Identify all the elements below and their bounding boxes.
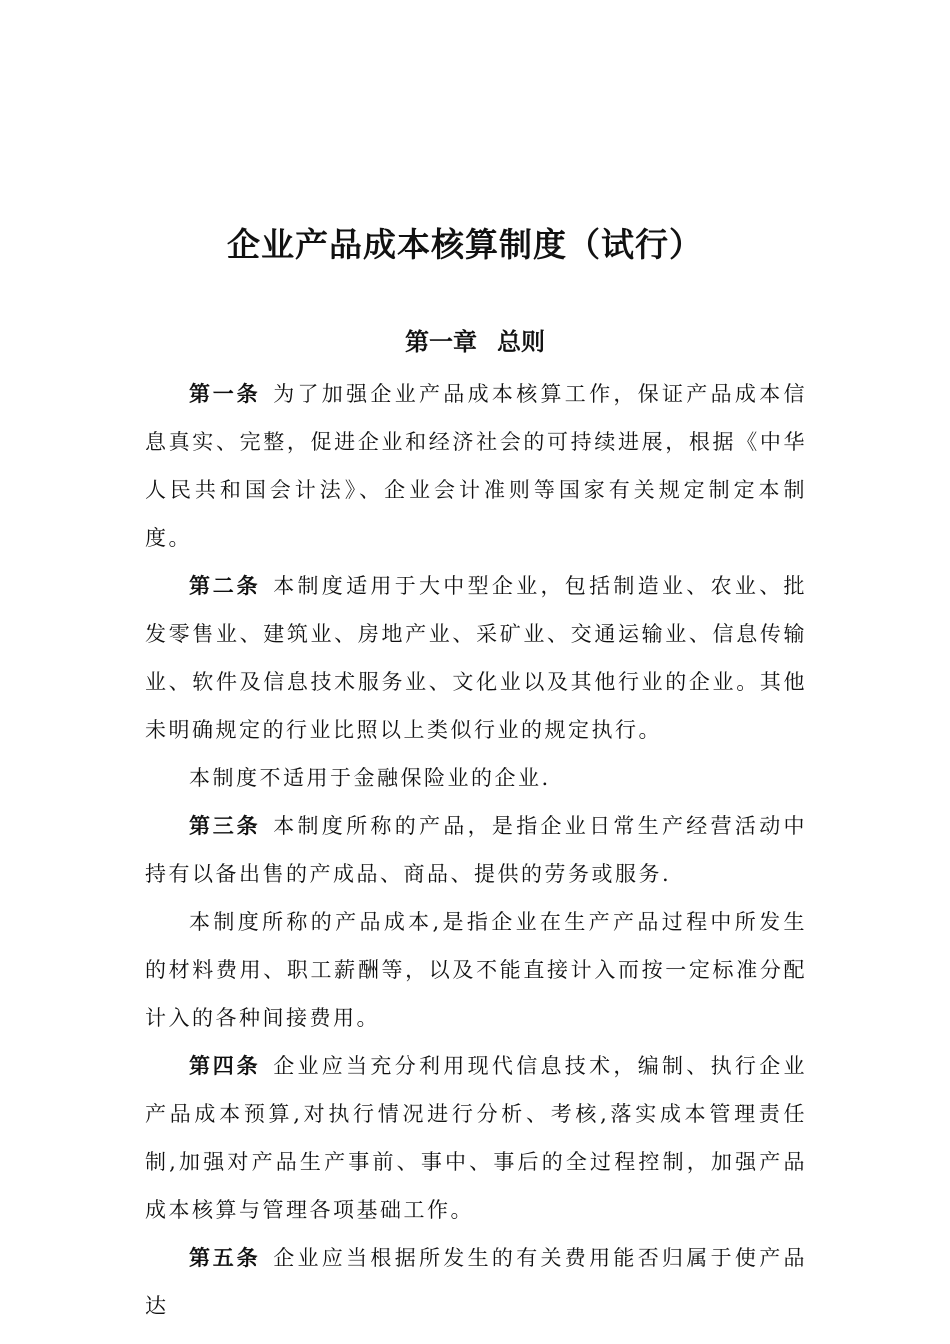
paragraph-text: 本制度适用于大中型企业，包括制造业、农业、批发零售业、建筑业、房地产业、采矿业、交通运输业、信息传输业、软件及信息技术服务业、文化业以及其他行业的企业。其他未明确规定的行业比照以上类似行业的规定执行。: [145, 574, 808, 742]
article-number: 第四条: [189, 1053, 261, 1078]
paragraph-article-2: [145, 562, 807, 754]
document-title: 企业产品成本核算制度（试行）: [227, 225, 703, 264]
paragraph-text: 为了加强企业产品成本核算工作，保证产品成本信息真实、完整，促进企业和经济社会的可持续进展，根据《中华人民共和国会计法》、企业会计准则等国家有关规定制定本制度。: [145, 382, 808, 550]
paragraph-text: 本制度所称的产品，是指企业日常生产经营活动中持有以备出售的产成品、商品、提供的劳务或服务.: [145, 814, 808, 886]
document-body: [145, 370, 807, 1330]
paragraph-article-3-cost: [145, 898, 807, 1042]
paragraph-article-5: [145, 1234, 807, 1330]
paragraph-text: 本制度所称的产品成本,是指企业在生产产品过程中所发生的材料费用、职工薪酬等，以及不能直接计入而按一定标准分配计入的各种间接费用。: [145, 910, 807, 1030]
chapter-number: 第一章: [405, 327, 477, 356]
paragraph-article-4: [145, 1042, 807, 1234]
chapter-heading: [0, 322, 950, 362]
article-number: 第五条: [189, 1245, 261, 1270]
paragraph-article-2-scope: [145, 754, 807, 802]
paragraph-article-1: [145, 370, 807, 562]
article-number: 第三条: [189, 813, 261, 838]
paragraph-text: 企业应当充分利用现代信息技术，编制、执行企业产品成本预算,对执行情况进行分析、考核,落实成本管理责任制,加强对产品生产事前、事中、事后的全过程控制，加强产品成本核算与管理各项基础工作。: [145, 1054, 808, 1222]
paragraph-text: 本制度不适用于金融保险业的企业.: [189, 766, 551, 790]
article-number: 第一条: [189, 381, 261, 406]
chapter-name: 总则: [497, 327, 545, 356]
article-number: 第二条: [189, 573, 261, 598]
paragraph-text: 企业应当根据所发生的有关费用能否归属于使产品达: [145, 1246, 808, 1318]
paragraph-article-3: [145, 802, 807, 898]
